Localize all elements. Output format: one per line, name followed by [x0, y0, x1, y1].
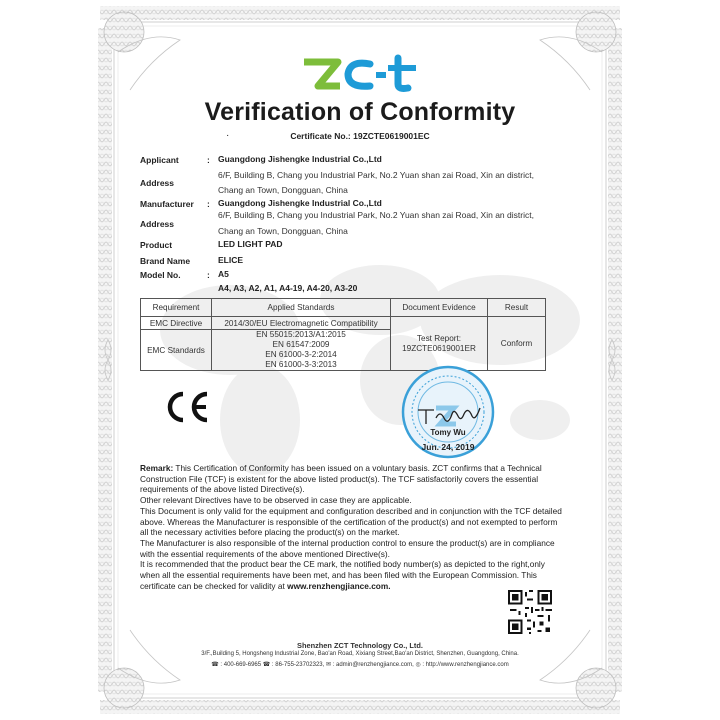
standards-list-cell — [212, 330, 391, 371]
emc-directive-cell: EMC Directive — [141, 317, 212, 330]
applicant-value: Guangdong Jishengke Industrial Co.,Ltd — [218, 154, 382, 164]
certificate-value: 19ZCTE0619001EC — [353, 131, 430, 141]
footer-contact: ☎ : 400-669-6965 ☎ : 86-755-23702323, ✉ : admin@renzhengjiance.com, ◎ : http://www.renzhengjiance.com — [211, 662, 509, 668]
header-result: Result — [488, 299, 546, 317]
signature — [414, 400, 490, 428]
remarks-section — [140, 463, 562, 591]
colon: : — [207, 199, 210, 209]
standard-item: EN 61000-3-2:2014 — [265, 350, 337, 359]
applicant-label: Applicant — [140, 155, 179, 165]
standard-item: EN 55015:2013/A1:2015 — [256, 330, 346, 339]
zct-logo — [300, 52, 420, 96]
model-label: Model No. — [140, 270, 181, 280]
colon: : — [207, 270, 210, 280]
ce-mark-icon — [163, 390, 211, 424]
certificate-number — [0, 131, 720, 141]
footer-company: Shenzhen ZCT Technology Co., Ltd. — [297, 641, 423, 650]
standards-table — [140, 298, 546, 371]
brand-label: Brand Name — [140, 256, 191, 266]
result-cell: Conform — [488, 317, 546, 371]
applicant-address-line2: Chang an Town, Dongguan, China — [218, 185, 348, 195]
directive-standard-cell: 2014/30/EU Electromagnetic Compatibility — [212, 317, 391, 330]
model-value-primary: A5 — [218, 269, 229, 279]
footer-address: 3/F.,Building 5, Hongsheng Industrial Zone, Bao'an Road, Xixiang Street,Bao'an District, Shenzhen, Guangdong, China. — [201, 651, 519, 657]
brand-value: ELICE — [218, 255, 244, 265]
remark-label: Remark: — [140, 463, 174, 473]
applicant-address-line1: 6/F, Building B, Chang you Industrial Park, No.2 Yuan shan zai Road, Xin an district, — [218, 170, 534, 180]
standard-item: EN 61547:2009 — [272, 340, 330, 349]
model-value-variants: A4, A3, A2, A1, A4-19, A4-20, A3-20 — [218, 283, 358, 293]
emc-standards-cell: EMC Standards — [141, 330, 212, 371]
manufacturer-address-label: Address — [140, 219, 175, 229]
document-title: Verification of Conformity — [204, 98, 516, 126]
remark-paragraph-4: The Manufacturer is also responsible of the internal production control to ensure the product(s) are in compliance with the essential requirements of the above mentioned Directive(s). — [140, 537, 555, 559]
evidence-cell — [391, 317, 488, 371]
standard-item: EN 61000-3-3:2013 — [265, 360, 337, 369]
remark-paragraph-3: This Document is only valid for the equipment and configuration described and in conjunction with the TCF detailed above. Whereas the Manufacturer is responsible of the certification of the product(s) and not exempted to perform all the necessary activities before placing the product(s) on the market. — [140, 505, 562, 538]
product-label: Product — [140, 240, 173, 250]
bullet-dot: · — [226, 130, 230, 141]
header-requirement: Requirement — [141, 299, 212, 317]
certificate-label: Certificate No.: — [290, 131, 354, 141]
remark-paragraph-5: It is recommended that the product bear the CE mark, the notified body number(s) as depicted to the right,only when all the essential requirements have been met, and has been filed with the European Commission. This certificate can be checked for validity at — [140, 559, 545, 591]
manufacturer-label: Manufacturer — [140, 199, 194, 209]
validity-website: www.renzhengjiance.com. — [287, 580, 391, 591]
stamp-date: Jun. 24, 2019 — [421, 442, 475, 452]
manufacturer-address-line1: 6/F, Building B, Chang you Industrial Park, No.2 Yuan shan zai Road, Xin an district, — [218, 210, 534, 220]
qr-code-icon — [508, 590, 552, 634]
evidence-label: Test Report: — [416, 333, 462, 343]
stamp-signer: Tomy Wu — [430, 428, 466, 437]
colon: : — [207, 155, 210, 165]
remark-paragraph-2: Other relevant Directives have to be observed in case they are applicable. — [140, 495, 412, 506]
remark-paragraph-1: This Certification of Conformity has been issued on a voluntary basis. ZCT confirms that a Technical Construction File (TCF) is existent for the above listed product(s). The TCF satisfactorily covers the essential requirements of the above listed Directive(s). — [140, 463, 542, 495]
header-document-evidence: Document Evidence — [391, 299, 488, 317]
header-applied-standards: Applied Standards — [212, 299, 391, 317]
manufacturer-address-line2: Chang an Town, Dongguan, China — [218, 226, 348, 236]
product-value: LED LIGHT PAD — [218, 239, 283, 249]
applicant-address-label: Address — [140, 178, 175, 188]
manufacturer-value: Guangdong Jishengke Industrial Co.,Ltd — [218, 198, 382, 208]
evidence-report-number: 19ZCTE0619001ER — [402, 343, 476, 353]
